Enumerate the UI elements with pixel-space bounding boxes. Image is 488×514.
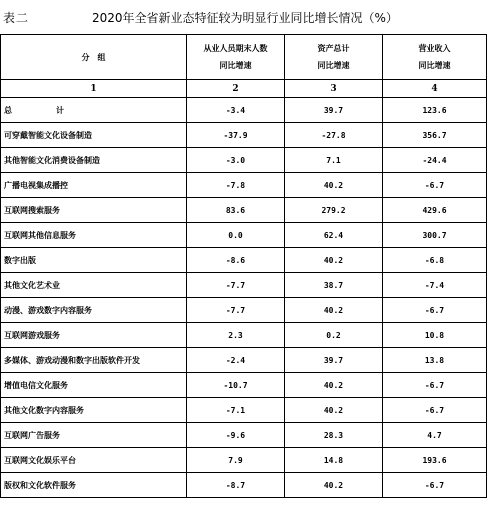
column-number: 1: [1, 80, 187, 98]
table-title: 2020年全省新业态特征较为明显行业同比增长情况（%）: [92, 11, 398, 25]
employees-growth-cell: -7.7: [187, 298, 285, 323]
assets-growth-cell: 0.2: [285, 323, 383, 348]
revenue-growth-cell: -6.8: [383, 248, 487, 273]
employees-growth-cell: -7.1: [187, 398, 285, 423]
employees-growth-cell: -8.6: [187, 248, 285, 273]
row-label: 其他智能文化消费设备制造: [1, 148, 187, 173]
revenue-growth-cell: 4.7: [383, 423, 487, 448]
row-label: 总 计: [1, 98, 187, 123]
employees-growth-cell: -2.4: [187, 348, 285, 373]
assets-growth-cell: 39.7: [285, 348, 383, 373]
row-label: 版权和文化软件服务: [1, 473, 187, 498]
column-number: 2: [187, 80, 285, 98]
row-label: 其他文化数字内容服务: [1, 398, 187, 423]
revenue-growth-cell: 13.8: [383, 348, 487, 373]
employees-growth-cell: -8.7: [187, 473, 285, 498]
header-row: [1, 35, 487, 80]
row-label: 互联网搜索服务: [1, 198, 187, 223]
assets-growth-cell: 40.2: [285, 173, 383, 198]
employees-growth-cell: -10.7: [187, 373, 285, 398]
assets-growth-cell: -27.8: [285, 123, 383, 148]
row-label: 互联网游戏服务: [1, 323, 187, 348]
assets-growth-cell: 279.2: [285, 198, 383, 223]
assets-growth-cell: 7.1: [285, 148, 383, 173]
table-row: [1, 423, 487, 448]
row-label: 多媒体、游戏动漫和数字出版软件开发: [1, 348, 187, 373]
employees-growth-cell: -7.7: [187, 273, 285, 298]
header-revenue-line2: 同比增速: [418, 60, 451, 70]
revenue-growth-cell: -6.7: [383, 473, 487, 498]
assets-growth-cell: 38.7: [285, 273, 383, 298]
header-assets-line2: 同比增速: [317, 60, 350, 70]
employees-growth-cell: -7.8: [187, 173, 285, 198]
revenue-growth-cell: 10.8: [383, 323, 487, 348]
row-label: 互联网广告服务: [1, 423, 187, 448]
table-row: [1, 223, 487, 248]
row-label: 互联网其他信息服务: [1, 223, 187, 248]
revenue-growth-cell: -24.4: [383, 148, 487, 173]
table-row: [1, 273, 487, 298]
table-number: 表二: [3, 11, 30, 25]
revenue-growth-cell: -6.7: [383, 373, 487, 398]
column-number-row: [1, 80, 487, 98]
row-label: 可穿戴智能文化设备制造: [1, 123, 187, 148]
revenue-growth-cell: -7.4: [383, 273, 487, 298]
row-label: 广播电视集成播控: [1, 173, 187, 198]
header-assets: [285, 35, 383, 80]
assets-growth-cell: 40.2: [285, 248, 383, 273]
assets-growth-cell: 40.2: [285, 473, 383, 498]
assets-growth-cell: 40.2: [285, 398, 383, 423]
employees-growth-cell: -9.6: [187, 423, 285, 448]
table-row: [1, 373, 487, 398]
table-row: [1, 323, 487, 348]
revenue-growth-cell: 356.7: [383, 123, 487, 148]
table-row: [1, 98, 487, 123]
header-category: 分 组: [1, 35, 187, 80]
table-row: [1, 298, 487, 323]
row-label: 互联网文化娱乐平台: [1, 448, 187, 473]
table-row: [1, 398, 487, 423]
table-row: [1, 148, 487, 173]
header-employees: [187, 35, 285, 80]
employees-growth-cell: -3.4: [187, 98, 285, 123]
table-row: [1, 198, 487, 223]
table-row: [1, 473, 487, 498]
header-revenue-line1: 营业收入: [418, 43, 451, 53]
revenue-growth-cell: 300.7: [383, 223, 487, 248]
assets-growth-cell: 14.8: [285, 448, 383, 473]
assets-growth-cell: 40.2: [285, 373, 383, 398]
table-row: [1, 173, 487, 198]
column-number: 3: [285, 80, 383, 98]
table-row: [1, 123, 487, 148]
employees-growth-cell: -37.9: [187, 123, 285, 148]
revenue-growth-cell: 193.6: [383, 448, 487, 473]
assets-growth-cell: 62.4: [285, 223, 383, 248]
revenue-growth-cell: -6.7: [383, 173, 487, 198]
title-row: [0, 0, 488, 34]
header-assets-line1: 资产总计: [317, 43, 350, 53]
table-row: [1, 348, 487, 373]
row-label: 其他文化艺术业: [1, 273, 187, 298]
employees-growth-cell: 0.0: [187, 223, 285, 248]
assets-growth-cell: 28.3: [285, 423, 383, 448]
row-label: 数字出版: [1, 248, 187, 273]
employees-growth-cell: 83.6: [187, 198, 285, 223]
employees-growth-cell: 2.3: [187, 323, 285, 348]
employees-growth-cell: 7.9: [187, 448, 285, 473]
header-employees-line1: 从业人员期末人数: [203, 43, 268, 53]
header-employees-line2: 同比增速: [219, 60, 252, 70]
assets-growth-cell: 40.2: [285, 298, 383, 323]
row-label: 增值电信文化服务: [1, 373, 187, 398]
column-number: 4: [383, 80, 487, 98]
assets-growth-cell: 39.7: [285, 98, 383, 123]
revenue-growth-cell: -6.7: [383, 398, 487, 423]
table-body: [1, 98, 487, 498]
table-row: [1, 248, 487, 273]
row-label: 动漫、游戏数字内容服务: [1, 298, 187, 323]
revenue-growth-cell: 429.6: [383, 198, 487, 223]
header-revenue: [383, 35, 487, 80]
data-table: [0, 34, 487, 498]
table-row: [1, 448, 487, 473]
employees-growth-cell: -3.0: [187, 148, 285, 173]
revenue-growth-cell: 123.6: [383, 98, 487, 123]
revenue-growth-cell: -6.7: [383, 298, 487, 323]
